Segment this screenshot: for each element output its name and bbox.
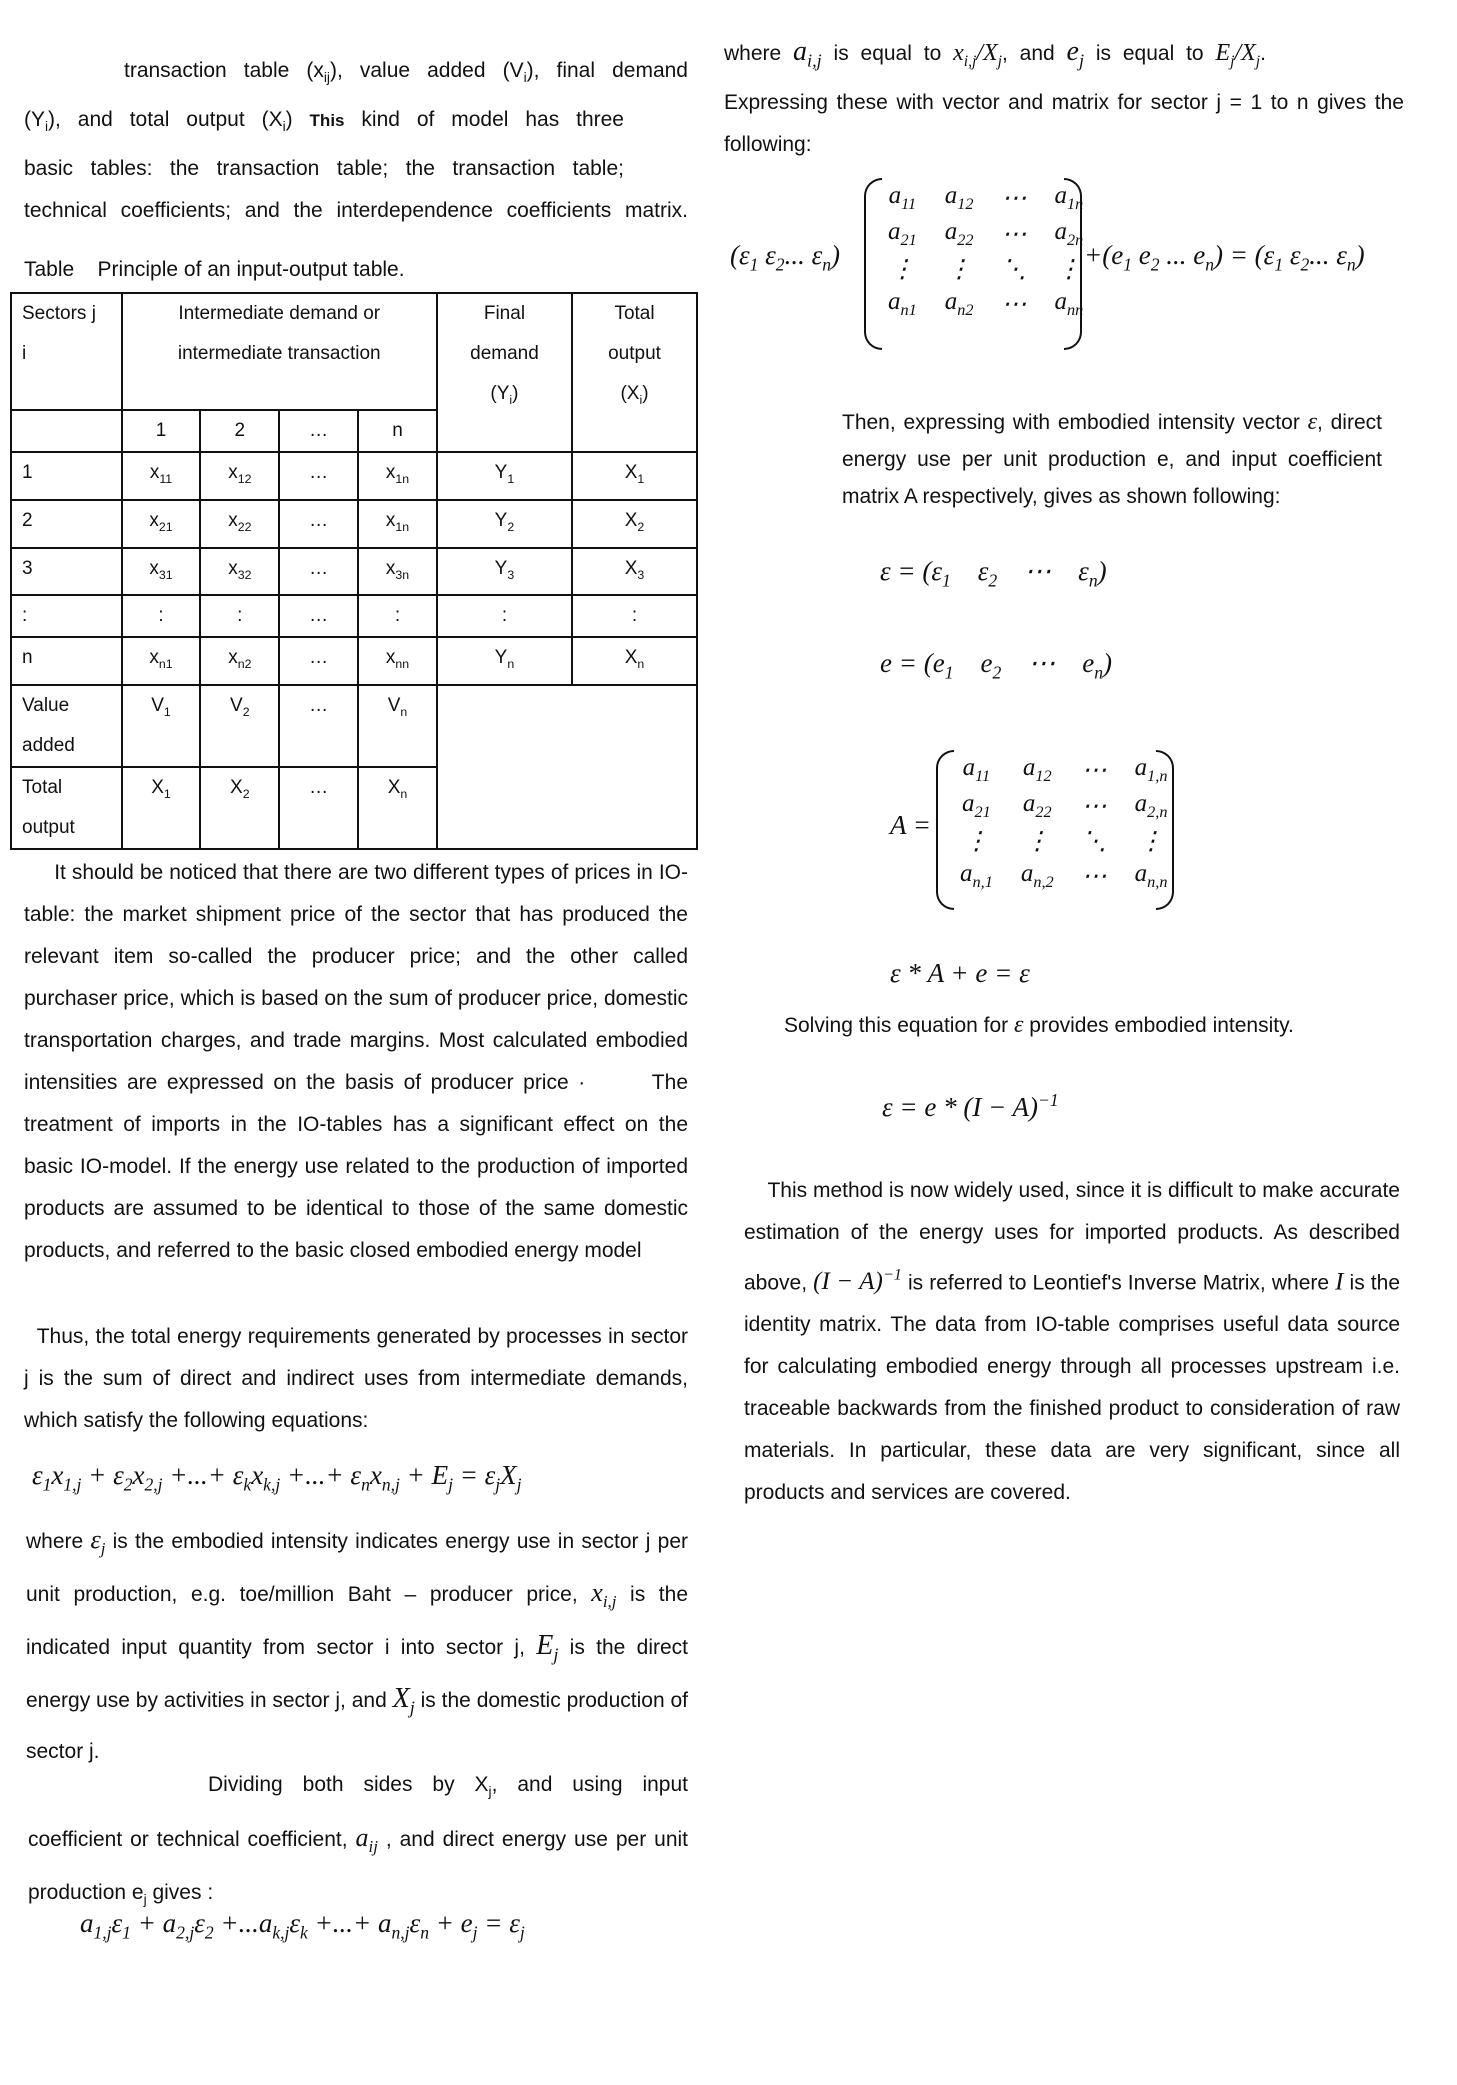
table-row [11, 452, 697, 500]
total-output-label: Total output [11, 767, 122, 849]
eq-vector-right: $+(e_1$ $e_2$ ... $e_n) = (\varepsilon_1$ $\varepsilon_2$... $\varepsilon_n$) [1084, 240, 1365, 275]
intro-paragraph [24, 50, 688, 232]
table-cell: $x_{n1}$ [122, 637, 201, 685]
matrix-entry: $a_{n1}$ [888, 288, 917, 319]
matrix-entry: $a_{1,n}$ [1134, 754, 1168, 785]
matrix-entry: $a_{n,2}$ [1020, 860, 1054, 891]
matrix-bracket-right [1064, 178, 1082, 350]
equation-1: $\varepsilon_1x_{1,j} + \varepsilon_2x_{2,j}$ +...+ $\varepsilon_kx_{k,j}$ +...+ $\varepsilon_nx_{n,j} + E_j = \varepsilon_jX_j$ [32, 1460, 522, 1495]
table-cell: : [358, 595, 437, 637]
final-demand-header: Final demand $(Y_i)$ [437, 293, 572, 452]
table-cell: … [279, 595, 358, 637]
prices-paragraph: It should be noticed that there are two different types of prices in IO-table: the market shipment price of the sector that has produced the relevant item so-called the producer price; and the other called purchaser price, which is based on the sum of producer price, domestic transportation charges, and trade margins. Most calculated embodied intensities are expressed on the basis of producer price · The treatment of imports in the IO-tables has a significant effect on the basic IO-model. If the energy use related to the production of imported products are assumed to be identical to those of the same domestic products, and referred to the basic closed embodied energy model [24, 861, 688, 1262]
intro-line: basic tables: the transaction table; the transaction table; [24, 157, 624, 181]
io-table [10, 292, 698, 850]
matrix-entry: ⋮ [1024, 828, 1050, 855]
equation-2: $a_{1,j}\varepsilon_1 + a_{2,j}\varepsilon_2 +...a_{k,j}\varepsilon_k$ +...+ $a_{n,j}\varepsilon_n + e_j = \varepsilon_j$ [80, 1908, 525, 1943]
table-cell: $X_n$ [358, 767, 437, 849]
matrix-entry: $a_{12}$ [944, 182, 974, 213]
epsilon-vector: $\varepsilon = (\varepsilon_1$ $\varepsilon_2$ ⋯ $\varepsilon_n$) [880, 556, 1107, 591]
sub-col-header: … [279, 410, 358, 452]
row-sector-label: : [11, 595, 122, 637]
table-cell: $Y_n$ [437, 637, 572, 685]
table-cell: $x_{nn}$ [358, 637, 437, 685]
matrix-entry: ⋱ [1001, 256, 1027, 283]
row-sector-label: 1 [11, 452, 122, 500]
matrix-entry: $a_{2,n}$ [1134, 790, 1168, 821]
table-row [11, 548, 697, 596]
io-table-body [11, 452, 697, 685]
table-cell: … [279, 548, 358, 596]
table-cell: $X_2$ [200, 767, 279, 849]
table-cell: $x_{32}$ [200, 548, 279, 596]
sub-col-header: n [358, 410, 437, 452]
table-cell: $V_1$ [122, 685, 201, 767]
table-row [11, 637, 697, 685]
intro-line: $(Y_i)$, and total output $(X_i)$ This kind of model has three [24, 108, 624, 135]
matrix-entry: ⋮ [889, 256, 915, 283]
matrix-entry: ⋮ [946, 256, 972, 283]
table-cell: … [279, 685, 358, 767]
table-cell: $Y_3$ [437, 548, 572, 596]
matrix-entry: $a_{21}$ [962, 790, 991, 821]
table-row [11, 595, 697, 637]
a-label: A = [890, 810, 931, 840]
row-sector-label: n [11, 637, 122, 685]
matrix-entry: ⋯ [1001, 185, 1027, 212]
table-cell: : [572, 595, 697, 637]
row-sector-label: 2 [11, 500, 122, 548]
dividing-paragraph: Dividing both sides by $X_j$, and using input coefficient or technical coefficient, $a_{ij}$ , and direct energy use per unit production $e_j$ gives : [28, 1773, 689, 1908]
table-corner-header: Sectors j i [11, 293, 122, 410]
table-cell: $x_{22}$ [200, 500, 279, 548]
table-cell: : [200, 595, 279, 637]
table-cell: : [122, 595, 201, 637]
table-cell: $x_{1n}$ [358, 500, 437, 548]
table-cell: $X_n$ [572, 637, 697, 685]
table-cell: $X_1$ [122, 767, 201, 849]
table-cell: $X_2$ [572, 500, 697, 548]
where-line: where $a_{i,j}$ is equal to $x_{i,j}/X_j$, and $e_j$ is equal to $E_j/X_j$. [724, 36, 1266, 71]
leontief-paragraph: This method is now widely used, since it is difficult to make accurate estimation of the energy uses for imported products. As described above, $(I - A)^{-1}$ is referred to Leontief's Inverse Matrix, where I is the identity matrix. The data from IO-table comprises useful data source for calculating embodied energy through all processes upstream i.e. traceable backwards from the finished product to consideration of raw materials. In particular, these data are very significant, since all products and services are covered. [744, 1179, 1401, 1505]
where-paragraph: where $\varepsilon_j$ is the embodied intensity indicates energy use in sector j per unit production, e.g. toe/million Baht – producer price, $x_{i,j}$ is the indicated input quantity from sector i into sector j, $E_j$ is the direct energy use by activities in sector j, and $X_j$ is the domestic production of sector j. [26, 1525, 689, 1763]
matrix-entry: ⋯ [1081, 863, 1107, 890]
table-cell: $x_{21}$ [122, 500, 201, 548]
then-paragraph: Then, expressing with embodied intensity vector ε, direct energy use per unit production e, and input coefficient matrix A respectively, gives as shown following: [842, 409, 1382, 508]
table-caption: Table Principle of an input-output table. [24, 258, 405, 281]
table-cell: … [279, 500, 358, 548]
table-cell: $x_{31}$ [122, 548, 201, 596]
table-cell: : [437, 595, 572, 637]
matrix-entry: ⋯ [1001, 221, 1027, 248]
table-cell: $X_1$ [572, 452, 697, 500]
matrix-entry: ⋮ [1138, 828, 1164, 855]
matrix-row [946, 752, 1181, 788]
table-cell: … [279, 767, 358, 849]
matrix-entry: ⋯ [1081, 757, 1107, 784]
intermediate-demand-header: Intermediate demand or intermediate transaction [122, 293, 437, 410]
matrix-2-body [946, 752, 1181, 894]
intro-line: technical coefficients; and the interdependence coefficients matrix. [24, 199, 688, 223]
table-cell: $X_3$ [572, 548, 697, 596]
matrix-entry: $a_{nn}$ [1054, 288, 1084, 319]
eq-vector-left: ($\varepsilon_1$ $\varepsilon_2$... $\varepsilon_n$) [730, 240, 840, 275]
matrix-entry: $a_{n,n}$ [1134, 860, 1168, 891]
table-cell: … [279, 637, 358, 685]
matrix-entry: $a_{11}$ [888, 182, 917, 213]
matrix-row [946, 788, 1181, 824]
table-cell: $Y_1$ [437, 452, 572, 500]
matrix-entry: $a_{11}$ [962, 754, 991, 785]
matrix-2-bracket-right [1156, 750, 1174, 910]
matrix-entry: $a_{12}$ [1022, 754, 1052, 785]
e-vector: $e = (e_1$ $e_2$ ⋯ $e_n$) [880, 648, 1112, 683]
empty-block [437, 685, 697, 849]
matrix-entry: $a_{n,1}$ [960, 860, 993, 891]
value-added-label: Value added [11, 685, 122, 767]
table-cell: $x_{11}$ [122, 452, 201, 500]
equation-main: ε * A + e = ε [890, 958, 1030, 988]
total-output-header: Total output $(X_i)$ [572, 293, 697, 452]
matrix-entry: $a_{22}$ [1022, 790, 1052, 821]
matrix-row [946, 824, 1181, 858]
table-cell: $x_{n2}$ [200, 637, 279, 685]
sub-col-header: 1 [122, 410, 201, 452]
row-sector-label: 3 [11, 548, 122, 596]
matrix-row [946, 858, 1181, 894]
table-cell: $V_2$ [200, 685, 279, 767]
matrix-entry: ⋱ [1081, 828, 1107, 855]
matrix-entry: $a_{21}$ [888, 218, 917, 249]
table-cell: $Y_2$ [437, 500, 572, 548]
matrix-entry: $a_{1n}$ [1054, 182, 1084, 213]
table-corner-cell [11, 410, 122, 452]
equation-solution: $\varepsilon = e * (I - A)^{-1}$ [882, 1090, 1059, 1122]
matrix-entry: ⋮ [1056, 256, 1082, 283]
table-row [11, 500, 697, 548]
sub-col-header: 2 [200, 410, 279, 452]
matrix-entry: $a_{2n}$ [1054, 218, 1084, 249]
solving-line: Solving this equation for ε provides embodied intensity. [784, 1012, 1294, 1038]
matrix-entry: ⋮ [963, 828, 989, 855]
table-cell: $x_{3n}$ [358, 548, 437, 596]
table-cell: … [279, 452, 358, 500]
expressing-paragraph: Expressing these with vector and matrix for sector j = 1 to n gives the following: [724, 91, 1404, 156]
matrix-2 [946, 752, 1181, 894]
table-cell: $V_n$ [358, 685, 437, 767]
matrix-entry: $a_{22}$ [944, 218, 974, 249]
table-cell: $x_{1n}$ [358, 452, 437, 500]
matrix-entry: $a_{n2}$ [944, 288, 974, 319]
total-energy-paragraph: Thus, the total energy requirements generated by processes in sector j is the sum of direct and indirect uses from intermediate demands, which satisfy the following equations: [24, 1325, 688, 1432]
intro-line: transaction table $(x_{ij})$, value added $(V_i)$, final demand [124, 59, 688, 86]
matrix-entry: ⋯ [1001, 291, 1027, 318]
table-cell: $x_{12}$ [200, 452, 279, 500]
matrix-entry: ⋯ [1081, 793, 1107, 820]
